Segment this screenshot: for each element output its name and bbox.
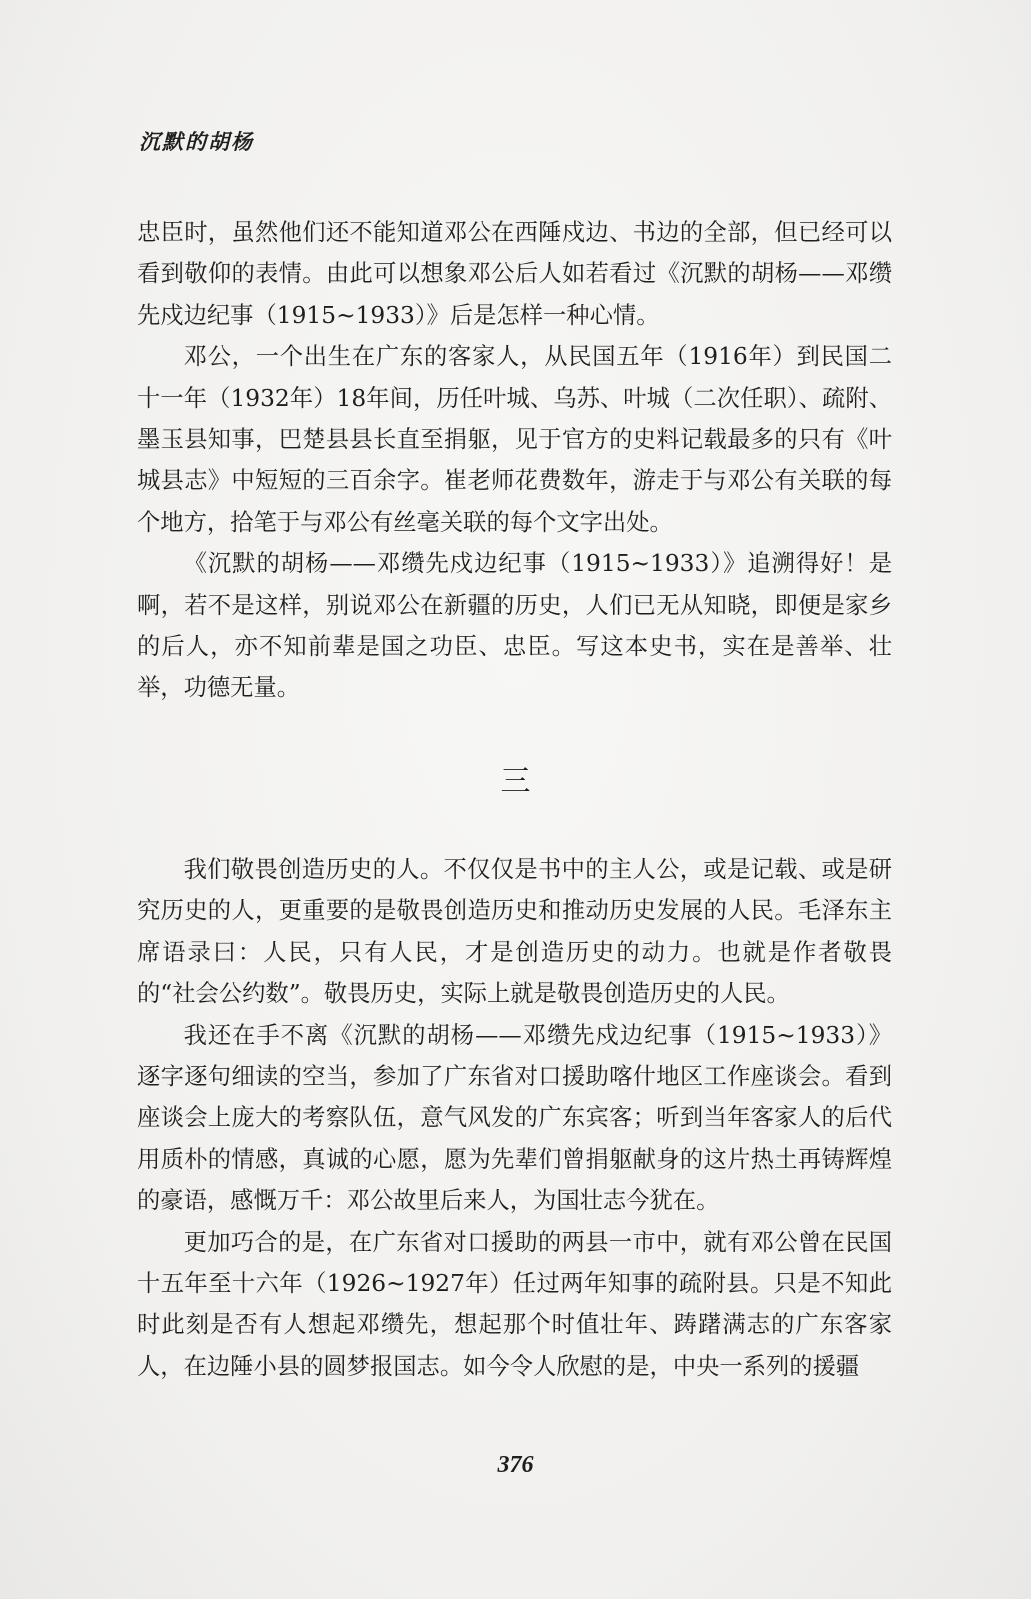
paragraph-continued: 忠臣时，虽然他们还不能知道邓公在西陲戍边、书边的全部，但已经可以看到敬仰的表情。由此可以想象邓公后人如若看过《沉默的胡杨——邓缵先戍边纪事（1915~1933）》后是怎样一种心情。 (137, 219, 892, 329)
section-text-block (137, 849, 892, 1387)
top-text-block (137, 212, 892, 709)
paragraph: 《沉默的胡杨——邓缵先戍边纪事（1915~1933）》追溯得好！是啊，若不是这样，别说邓公在新疆的历史，人们已无从知晓，即便是家乡的后人，亦不知前辈是国之功臣、忠臣。写这本史书，实在是善举、壮举，功德无量。 (137, 550, 892, 702)
paragraph: 邓公，一个出生在广东的客家人，从民国五年（1916年）到民国二十一年（1932年）18年间，历任叶城、乌苏、叶城（二次任职）、疏附、墨玉县知事，巴楚县县长直至捐躯，见于官方的史料记载最多的只有《叶城县志》中短短的三百余字。崔老师花费数年，游走于与邓公有关联的每个地方，拾笔于与邓公有丝毫关联的每个文字出处。 (137, 343, 892, 536)
paragraph: 我们敬畏创造历史的人。不仅仅是书中的主人公，或是记载、或是研究历史的人，更重要的是敬畏创造历史和推动历史发展的人民。毛泽东主席语录曰：人民，只有人民，才是创造历史的动力。也就是作者敬畏的“社会公约数”。敬畏历史，实际上就是敬畏创造历史的人民。 (137, 856, 892, 1008)
paragraph: 更加巧合的是，在广东省对口援助的两县一市中，就有邓公曾在民国十五年至十六年（1926~1927年）任过两年知事的疏附县。只是不知此时此刻是否有人想起邓缵先，想起那个时值壮年、踌躇满志的广东客家人，在边陲小县的圆梦报国志。如今令人欣慰的是，中央一系列的援疆 (137, 1228, 892, 1380)
page-number: 376 (497, 1452, 534, 1478)
running-head: 沉默的胡杨 (139, 130, 254, 154)
paragraph: 我还在手不离《沉默的胡杨——邓缵先戍边纪事（1915~1933）》逐字逐句细读的空当，参加了广东省对口援助喀什地区工作座谈会。看到座谈会上庞大的考察队伍，意气风发的广东宾客；听到当年客家人的后代用质朴的情感，真诚的心愿，愿为先辈们曾捐躯献身的这片热土再铸辉煌的豪语，感慨万千：邓公故里后来人，为国壮志今犹在。 (137, 1021, 892, 1215)
section-heading: 三 (500, 764, 531, 799)
